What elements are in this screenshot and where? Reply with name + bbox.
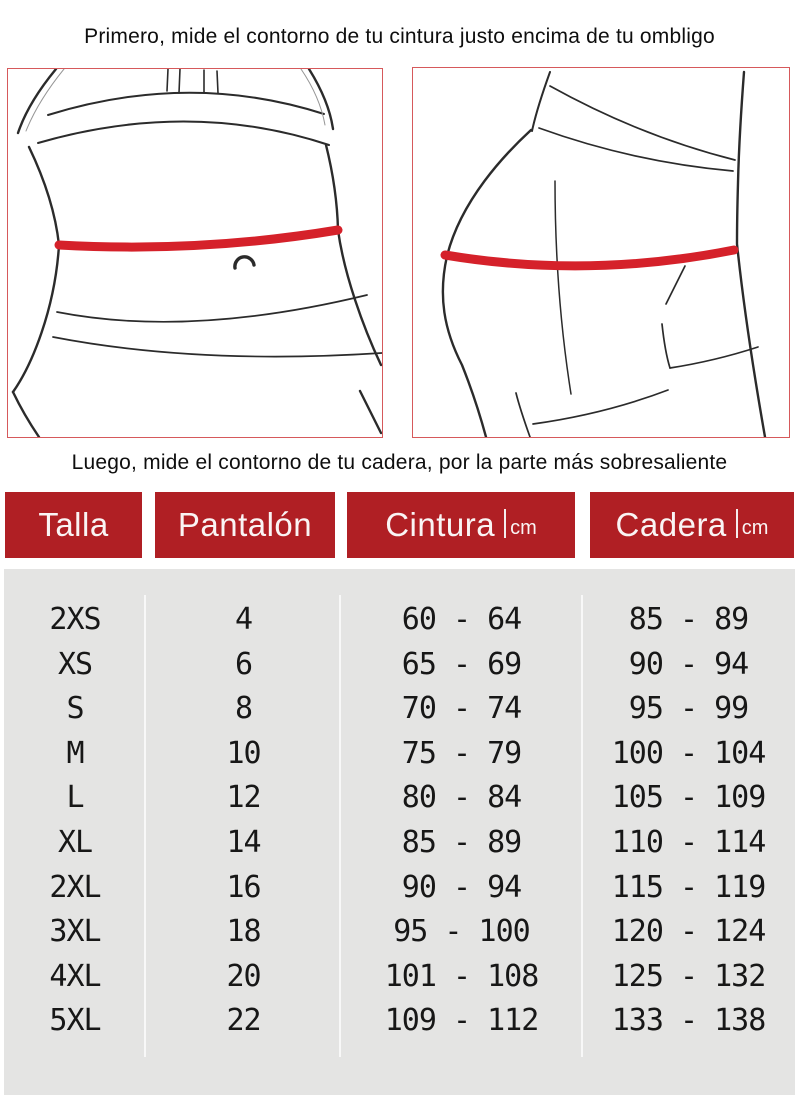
instruction-step1: Primero, mide el contorno de tu cintura justo encima de tu ombligo (84, 25, 715, 48)
unit-label: cm (504, 509, 537, 542)
side-hip-icon (413, 68, 789, 437)
size-table-body (4, 569, 795, 1095)
table-cell: 10 (226, 735, 261, 771)
waist-measure-band (59, 230, 338, 247)
table-cell: 100 - 104 (611, 735, 766, 771)
column-header-talla (5, 492, 142, 558)
column-header-label: Pantalón (177, 506, 313, 543)
table-cell: 20 (226, 958, 261, 994)
table-cell: 60 - 64 (401, 602, 522, 637)
size-table-rows (4, 598, 795, 1044)
unit-separator-bar (736, 509, 738, 538)
table-row (4, 999, 795, 1044)
table-row (4, 732, 795, 777)
table-cell: 95 - 99 (628, 691, 749, 727)
waist-measurement-illustration (7, 68, 383, 438)
unit-label: cm (736, 509, 769, 542)
column-header-cintura (347, 492, 575, 558)
table-cell: 18 (226, 914, 261, 950)
instruction-step2: Luego, mide el contorno de tu cadera, por la parte más sobresaliente (71, 451, 728, 474)
table-cell: 125 - 132 (611, 958, 766, 994)
table-cell: 6 (234, 646, 253, 682)
column-header-cadera (590, 492, 794, 558)
table-cell: 101 - 108 (384, 958, 539, 994)
table-cell: 109 - 112 (384, 1003, 539, 1039)
table-cell: 14 (226, 824, 261, 860)
table-cell: 95 - 100 (393, 914, 530, 950)
size-table-header-row (0, 492, 799, 558)
table-cell: 105 - 109 (611, 780, 766, 816)
table-cell: 85 - 89 (628, 602, 749, 637)
table-cell: 90 - 94 (401, 869, 522, 905)
table-cell: XL (57, 824, 93, 860)
table-cell: 75 - 79 (401, 735, 522, 771)
table-cell: 22 (226, 1003, 261, 1039)
table-row (4, 821, 795, 866)
column-header-pantalon (155, 492, 335, 558)
table-cell: 2XL (49, 869, 101, 905)
table-cell: 4XL (49, 958, 101, 994)
table-cell: 90 - 94 (628, 646, 749, 682)
table-cell: 8 (234, 691, 253, 727)
table-cell: M (66, 735, 84, 771)
table-row (4, 955, 795, 1000)
table-cell: 4 (234, 602, 253, 637)
table-cell: 3XL (49, 914, 101, 950)
hip-measurement-illustration (412, 67, 790, 438)
table-cell: 80 - 84 (401, 780, 522, 816)
front-torso-waist-icon (8, 69, 382, 437)
table-cell: 120 - 124 (611, 914, 766, 950)
column-header-label: Talla (38, 506, 109, 543)
table-cell: 133 - 138 (611, 1003, 766, 1039)
table-cell: S (66, 691, 84, 727)
table-cell: L (66, 780, 84, 816)
unit-separator-bar (504, 509, 506, 538)
table-cell: 115 - 119 (611, 869, 766, 905)
table-row (4, 598, 795, 643)
table-cell: 110 - 114 (611, 824, 766, 860)
hip-measure-band (445, 250, 734, 266)
table-row (4, 866, 795, 911)
table-cell: 5XL (49, 1003, 101, 1039)
table-cell: 12 (226, 780, 261, 816)
table-row (4, 776, 795, 821)
table-cell: 65 - 69 (401, 646, 522, 682)
table-cell: 16 (226, 869, 261, 905)
table-row (4, 643, 795, 688)
table-cell: 70 - 74 (401, 691, 522, 727)
column-header-label: Cadera (615, 506, 727, 543)
column-header-label: Cintura (385, 506, 496, 543)
table-cell: XS (57, 646, 93, 682)
table-row (4, 687, 795, 732)
table-cell: 2XS (49, 602, 101, 637)
table-cell: 85 - 89 (401, 824, 522, 860)
table-row (4, 910, 795, 955)
